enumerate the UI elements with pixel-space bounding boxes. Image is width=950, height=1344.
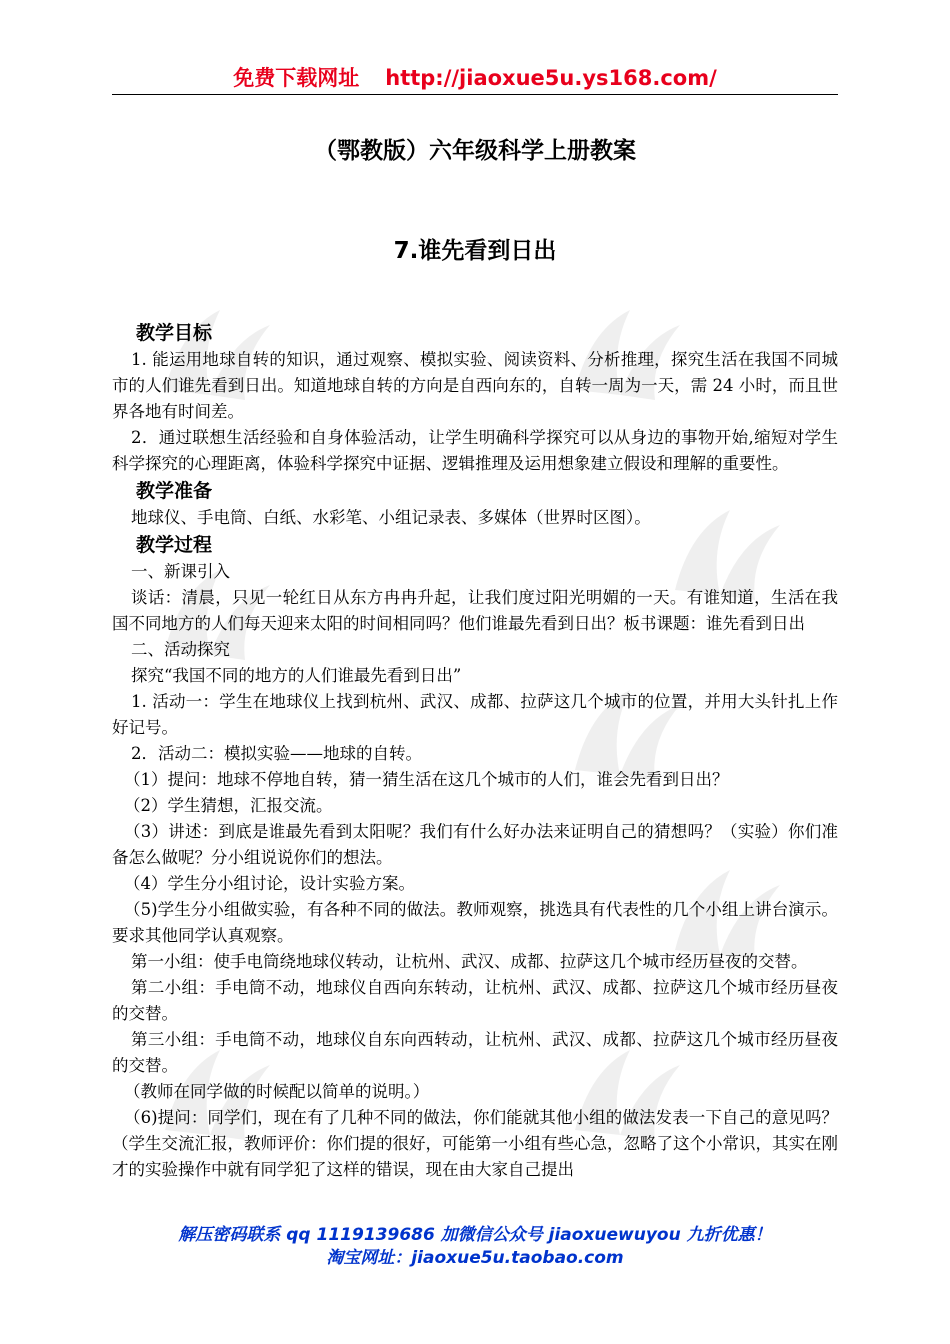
process-paragraph: （4）学生分小组讨论，设计实验方案。 (124, 874, 415, 893)
process-paragraph: 第一小组：使手电筒绕地球仪转动，让杭州、武汉、成都、拉萨这几个城市经历昼夜的交替。 (131, 952, 808, 971)
objectives-heading: 教学目标 (136, 322, 213, 344)
document-title: （鄂教版）六年级科学上册教案 (314, 138, 636, 164)
process-paragraph: （3）讲述：到底是谁最先看到太阳呢？我们有什么好办法来证明自己的猜想吗？（实验）你们准备怎么做呢？分小组说说你们的想法。 (112, 822, 838, 867)
process-paragraph: 第三小组：手电筒不动，地球仪自东向西转动，让杭州、武汉、成都、拉萨这几个城市经历昼夜的交替。 (112, 1030, 838, 1075)
process-paragraph: 二、活动探究 (131, 640, 230, 659)
process-paragraph: 2．活动二：模拟实验——地球的自转。 (131, 744, 422, 763)
process-paragraph: 探究“我国不同的地方的人们谁最先看到日出” (131, 666, 462, 685)
header-label: 免费下载网址 (233, 66, 360, 90)
process-paragraph: （1）提问：地球不停地自转，猜一猜生活在这几个城市的人们，谁会先看到日出？ (124, 770, 729, 789)
header-link[interactable] (0, 62, 950, 92)
process-paragraph: （5)学生分小组做实验，有各种不同的做法。教师观察，挑选具有代表性的几个小组上讲台演示。要求其他同学认真观察。 (112, 900, 838, 945)
process-paragraph: 第二小组：手电筒不动，地球仪自西向东转动，让杭州、武汉、成都、拉萨这几个城市经历昼夜的交替。 (112, 978, 838, 1023)
lesson-title: 7.谁先看到日出 (393, 238, 557, 264)
preparation-heading: 教学准备 (136, 480, 213, 502)
header-rule (112, 94, 838, 95)
process-heading: 教学过程 (136, 534, 213, 556)
process-paragraph: 一、新课引入 (131, 562, 230, 581)
document-body (112, 319, 838, 1183)
process-paragraph: 谈话：清晨，只见一轮红日从东方冉冉升起，让我们度过阳光明媚的一天。有谁知道，生活在我国不同地方的人们每天迎来太阳的时间相同吗？他们谁最先看到日出？板书课题：谁先看到日出 (112, 588, 838, 633)
process-paragraph: 1. 活动一：学生在地球仪上找到杭州、武汉、成都、拉萨这几个城市的位置，并用大头针扎上作好记号。 (112, 692, 838, 737)
footer-contact: 解压密码联系 qq 1119139686 加微信公众号 jiaoxuewuyou 九折优惠！ (178, 1225, 772, 1245)
objective-item: 2．通过联想生活经验和自身体验活动，让学生明确科学探究可以从身边的事物开始,缩短对学生科学探究的心理距离，体验科学探究中证据、逻辑推理及运用想象建立假设和理解的重要性。 (112, 428, 838, 473)
objective-item: 1. 能运用地球自转的知识，通过观察、模拟实验、阅读资料、分析推理，探究生活在我国不同城市的人们谁先看到日出。知道地球自转的方向是自西向东的，自转一周为一天，需 24 小时，而且世界各地有时间差。 (112, 350, 838, 421)
process-paragraph: （教师在同学做的时候配以简单的说明。） (124, 1082, 430, 1101)
footer-shop-link[interactable]: 淘宝网址：jiaoxue5u.taobao.com (326, 1248, 624, 1268)
process-paragraph: （6)提问：同学们，现在有了几种不同的做法，你们能就其他小组的做法发表一下自己的意见吗？（学生交流汇报，教师评价：你们提的很好，可能第一小组有些心急，忽略了这个小常识，其实在刚才的实验操作中就有同学犯了这样的错误，现在由大家自己提出 (112, 1108, 838, 1179)
preparation-text: 地球仪、手电筒、白纸、水彩笔、小组记录表、多媒体（世界时区图）。 (131, 508, 651, 527)
process-paragraph: （2）学生猜想，汇报交流。 (124, 796, 333, 815)
header-url[interactable]: http://jiaoxue5u.ys168.com/ (385, 66, 717, 90)
